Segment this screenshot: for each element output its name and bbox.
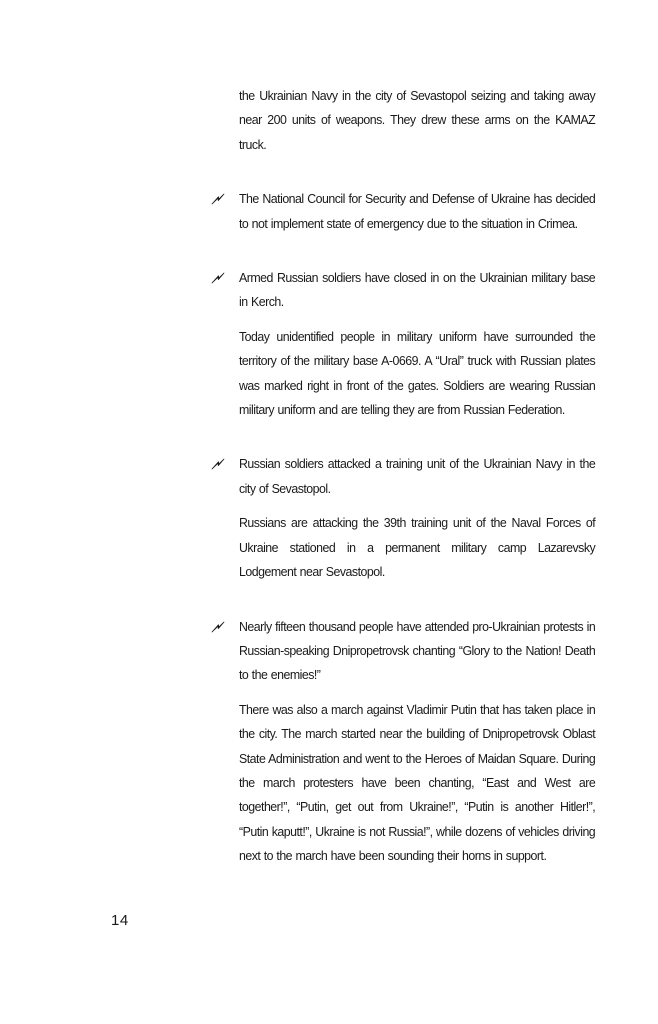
news-body: Today unidentified people in military uniform have surrounded the territory of the military base A-0669. A “Ural” truck with Russian plates was marked right in front of the gates. Soldiers are wearing Russian military uniform and are telling they are from Russian Federation. (239, 328, 596, 418)
news-headline: Russian soldiers attacked a training unit of the Ukrainian Navy in the city of Sevastopol. (239, 456, 596, 496)
news-body: There was also a march against Vladimir Putin that has taken place in the city. The march started near the building of Dnipropetrovsk Oblast State Administration and went to the Heroes of Maidan Square. During the march protesters have been chanting, “East and West are together!”, “Putin, get out from Ukraine!”, “Putin is another Hitler!”, “Putin kaputt!”, Ukraine is not Russia!”, while dozens of vehicles driving next to the march have been sounding their horns in support. (239, 701, 596, 864)
news-headline: Nearly fifteen thousand people have attended pro-Ukrainian protests in Russian-speaking Dnipropetrovsk chanting “Glory to the Nation! Death to the enemies!” (239, 618, 596, 683)
news-headline: The National Council for Security and Defense of Ukraine has decided to not implement state of emergency due to the situation in Crimea. (239, 191, 596, 231)
news-body: Russians are attacking the 39th training unit of the Naval Forces of Ukraine stationed in a permanent military camp Lazarevsky Lodgement near Sevastopol. (239, 515, 596, 580)
news-item-2 (239, 266, 595, 422)
news-item-3 (239, 452, 595, 584)
lightning-bolt-icon (211, 193, 225, 205)
news-item-1 (239, 187, 595, 236)
news-headline: Armed Russian soldiers have closed in on the Ukrainian military base in Kerch. (239, 270, 596, 310)
lead-paragraph: the Ukrainian Navy in the city of Sevastopol seizing and taking away near 200 units of weapons. They drew these arms on the KAMAZ truck. (239, 88, 596, 152)
lightning-bolt-icon (211, 621, 225, 633)
news-item-4 (239, 615, 595, 869)
page-number: 14 (111, 912, 129, 929)
lightning-bolt-icon (211, 272, 225, 284)
lightning-bolt-icon (211, 458, 225, 470)
article-body (239, 84, 595, 869)
